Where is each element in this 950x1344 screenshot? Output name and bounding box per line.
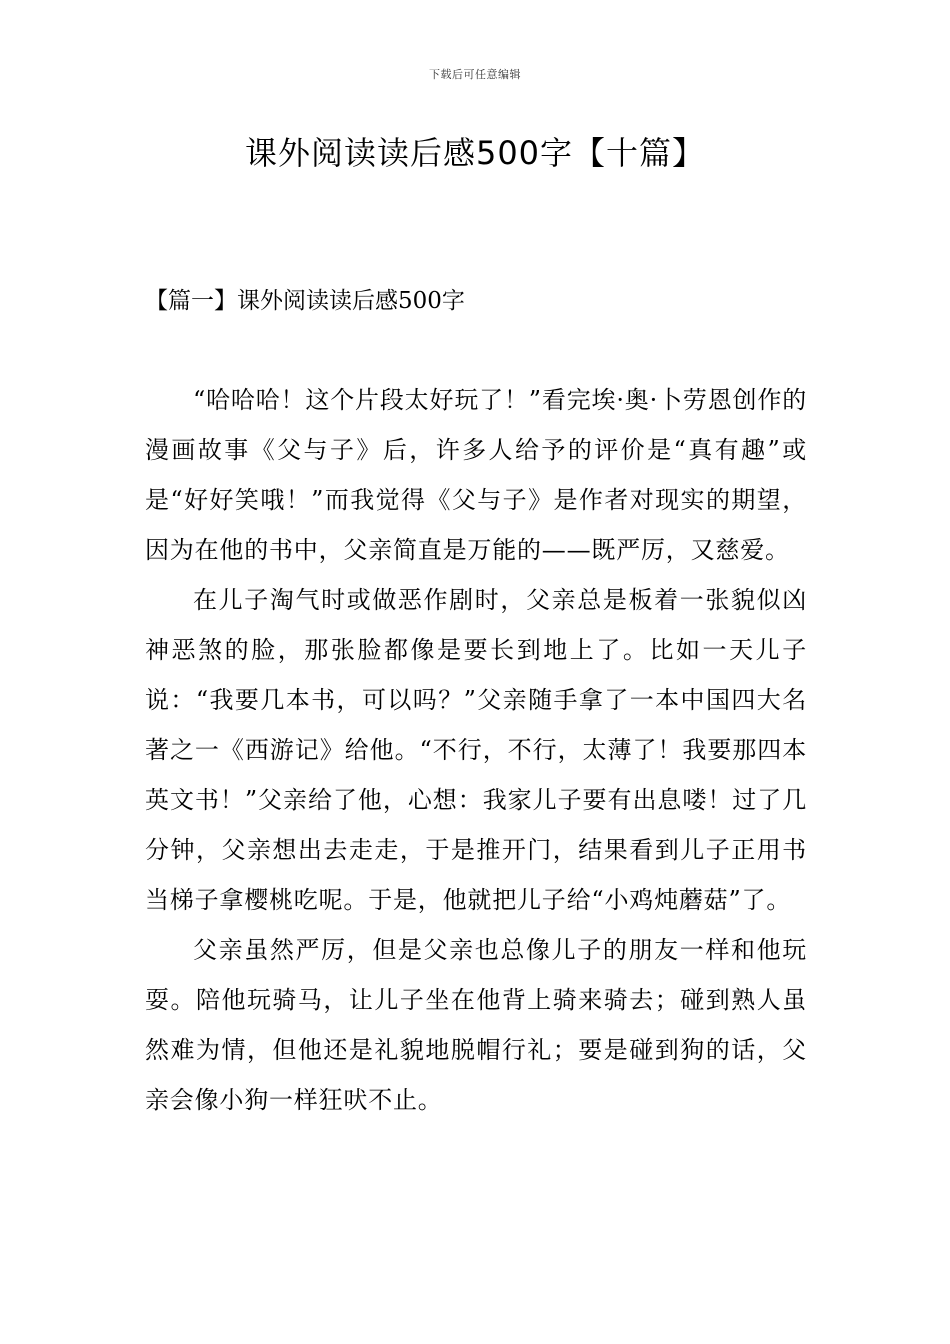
header-note: 下载后可任意编辑 (429, 68, 521, 81)
body-text (145, 375, 807, 1125)
document-title: 课外阅读读后感500字【十篇】 (244, 134, 706, 172)
paragraph-3: 父亲虽然严厉，但是父亲也总像儿子的朋友一样和他玩耍。陪他玩骑马，让儿子坐在他背上骑来骑去；碰到熟人虽然难为情，但他还是礼貌地脱帽行礼；要是碰到狗的话，父亲会像小狗一样狂吠不止。 (145, 936, 807, 1114)
paragraph-1: “哈哈哈！这个片段太好玩了！”看完埃·奥·卜劳恩创作的漫画故事《父与子》后，许多人给予的评价是“真有趣”或是“好好笑哦！”而我觉得《父与子》是作者对现实的期望，因为在他的书中，父亲简直是万能的——既严厉，又慈爱。 (145, 386, 807, 564)
section-heading: 【篇一】课外阅读读后感500字 (145, 288, 465, 314)
paragraph-2: 在儿子淘气时或做恶作剧时，父亲总是板着一张貌似凶神恶煞的脸，那张脸都像是要长到地上了。比如一天儿子说：“我要几本书，可以吗？”父亲随手拿了一本中国四大名著之一《西游记》给他。“不行，不行，太薄了！我要那四本英文书！”父亲给了他，心想：我家儿子要有出息喽！过了几分钟，父亲想出去走走，于是推开门，结果看到儿子正用书当梯子拿樱桃吃呢。于是，他就把儿子给“小鸡炖蘑菇”了。 (145, 586, 807, 914)
